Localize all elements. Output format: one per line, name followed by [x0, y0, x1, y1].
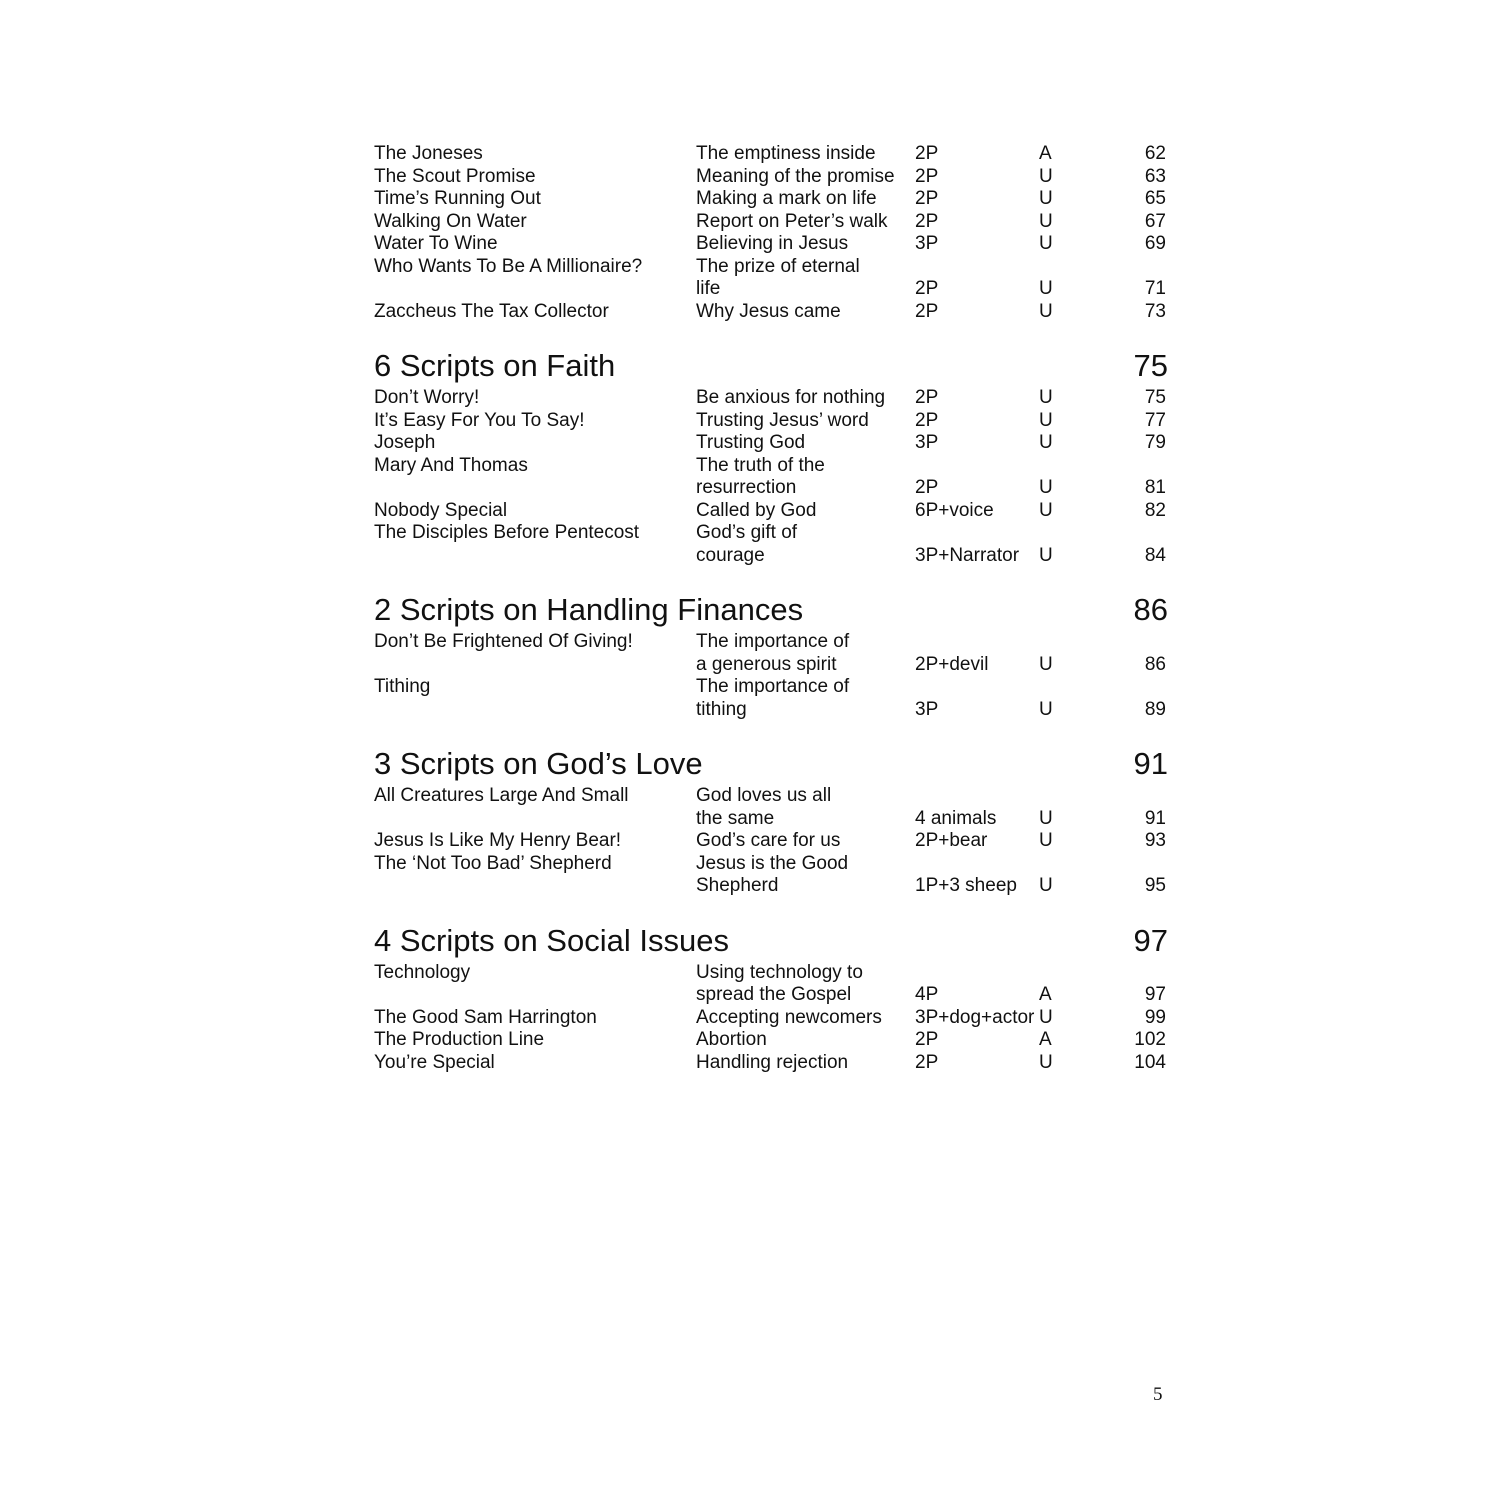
script-audience: A — [1039, 984, 1052, 1005]
script-title: Zaccheus The Tax Collector — [374, 300, 609, 322]
script-title: Don’t Be Frightened Of Giving! — [374, 631, 633, 652]
script-cast: 2P — [915, 278, 939, 299]
toc-entry — [374, 256, 1174, 301]
section-page-number: 86 — [1133, 592, 1168, 627]
script-theme-line: courage — [696, 544, 765, 566]
script-theme-line: God’s care for us — [696, 830, 841, 851]
script-title: The Production Line — [374, 1029, 545, 1050]
toc-entry — [374, 455, 1174, 500]
script-title: The Scout Promise — [374, 165, 536, 187]
script-theme-line: life — [696, 278, 721, 299]
toc-entry — [374, 676, 1174, 721]
script-audience: U — [1039, 477, 1053, 498]
script-cast: 4P — [915, 984, 939, 1005]
script-page-number: 89 — [1144, 698, 1166, 720]
script-cast: 2P+devil — [915, 653, 989, 675]
script-theme-line: a generous spirit — [696, 653, 837, 675]
script-audience: U — [1039, 233, 1053, 254]
script-cast: 3P — [915, 233, 939, 254]
script-theme — [696, 143, 876, 166]
script-cast: 2P — [915, 477, 939, 498]
script-theme — [696, 256, 860, 301]
script-theme — [696, 166, 895, 189]
section-title: 3 Scripts on God’s Love — [374, 746, 703, 781]
toc-entry — [374, 1052, 1174, 1075]
script-theme-line: The prize of eternal — [696, 255, 860, 277]
script-page-number: 69 — [1144, 233, 1166, 254]
script-title: Water To Wine — [374, 233, 498, 254]
script-theme — [696, 211, 888, 234]
toc-entry — [374, 631, 1174, 676]
page-number: 5 — [1153, 1384, 1163, 1405]
script-theme — [696, 1029, 767, 1052]
script-page-number: 77 — [1144, 409, 1166, 431]
toc-entry — [374, 500, 1174, 523]
script-theme-line: Called by God — [696, 499, 817, 521]
script-cast: 2P+bear — [915, 830, 988, 851]
script-theme — [696, 962, 863, 1007]
section-heading — [374, 345, 1174, 387]
script-page-number: 67 — [1144, 210, 1166, 232]
script-cast: 3P — [915, 698, 939, 720]
script-title: The Disciples Before Pentecost — [374, 522, 640, 543]
script-audience: U — [1039, 300, 1053, 322]
script-audience: U — [1039, 653, 1053, 675]
script-theme — [696, 785, 831, 830]
script-title: Technology — [374, 961, 471, 983]
toc-section — [374, 143, 1174, 323]
script-audience: A — [1039, 1029, 1052, 1050]
script-theme-line: Handling rejection — [696, 1051, 849, 1073]
toc-entry — [374, 211, 1174, 234]
toc-entry — [374, 432, 1174, 455]
script-page-number: 86 — [1144, 653, 1166, 675]
script-cast: 2P — [915, 1029, 939, 1050]
script-theme-line: Using technology to — [696, 961, 863, 983]
script-theme-line: Be anxious for nothing — [696, 387, 886, 408]
script-cast: 2P — [915, 387, 939, 408]
script-theme — [696, 432, 805, 455]
script-title: All Creatures Large And Small — [374, 785, 629, 806]
toc-entry — [374, 1007, 1174, 1030]
script-theme-line: Believing in Jesus — [696, 233, 849, 254]
toc-entry — [374, 1029, 1174, 1052]
toc-entry — [374, 387, 1174, 410]
section-page-number: 75 — [1133, 348, 1168, 383]
section-heading — [374, 920, 1174, 962]
toc-entry — [374, 188, 1174, 211]
script-title: Time’s Running Out — [374, 188, 541, 209]
script-theme-line: tithing — [696, 698, 747, 720]
script-page-number: 73 — [1144, 300, 1166, 322]
script-theme — [696, 853, 848, 898]
section-title: 6 Scripts on Faith — [374, 348, 616, 383]
script-theme-line: Trusting Jesus’ word — [696, 409, 869, 431]
toc-entry — [374, 962, 1174, 1007]
toc-section — [374, 898, 1174, 1075]
script-cast: 2P — [915, 1051, 939, 1073]
script-theme-line: The emptiness inside — [696, 143, 876, 164]
script-page-number: 95 — [1144, 875, 1166, 896]
script-audience: U — [1039, 1006, 1053, 1028]
script-theme-line: The importance of — [696, 631, 850, 652]
script-cast: 2P — [915, 143, 939, 164]
script-theme — [696, 631, 849, 676]
toc-section — [374, 721, 1174, 898]
script-theme-line: Making a mark on life — [696, 188, 877, 209]
script-cast: 2P — [915, 300, 939, 322]
script-theme — [696, 410, 869, 433]
script-audience: U — [1039, 875, 1053, 896]
toc-entry — [374, 166, 1174, 189]
script-theme — [696, 188, 877, 211]
script-theme-line: Shepherd — [696, 875, 779, 896]
script-title: You’re Special — [374, 1051, 495, 1073]
script-title: Tithing — [374, 676, 431, 697]
script-theme-line: Abortion — [696, 1029, 767, 1050]
script-title: Mary And Thomas — [374, 454, 528, 476]
script-cast: 4 animals — [915, 807, 997, 829]
script-theme — [696, 1007, 882, 1030]
script-page-number: 97 — [1144, 984, 1166, 1005]
script-audience: U — [1039, 698, 1053, 720]
script-audience: U — [1039, 544, 1053, 566]
script-theme-line: spread the Gospel — [696, 984, 852, 1005]
script-theme-line: The importance of — [696, 676, 850, 697]
script-audience: U — [1039, 387, 1053, 408]
script-page-number: 71 — [1144, 278, 1166, 299]
script-theme — [696, 830, 840, 853]
section-title: 4 Scripts on Social Issues — [374, 922, 729, 958]
section-page-number: 97 — [1133, 922, 1168, 958]
toc-entry — [374, 301, 1174, 324]
script-audience: U — [1039, 409, 1053, 431]
table-of-contents — [374, 143, 1174, 1074]
section-heading — [374, 743, 1174, 785]
script-cast: 3P+dog+actor — [915, 1006, 1035, 1028]
script-title: Nobody Special — [374, 499, 508, 521]
section-page-number: 91 — [1133, 746, 1168, 781]
script-audience: U — [1039, 830, 1053, 851]
script-title: Don’t Worry! — [374, 387, 480, 408]
section-spacer — [374, 567, 1174, 589]
script-audience: U — [1039, 278, 1053, 299]
script-audience: U — [1039, 188, 1053, 209]
script-page-number: 65 — [1144, 188, 1166, 209]
script-page-number: 63 — [1144, 165, 1166, 187]
script-page-number: 81 — [1144, 477, 1166, 498]
toc-entry — [374, 410, 1174, 433]
script-audience: U — [1039, 499, 1053, 521]
script-cast: 1P+3 sheep — [915, 875, 1017, 896]
script-theme — [696, 1052, 848, 1075]
script-page-number: 102 — [1134, 1029, 1166, 1050]
script-theme-line: resurrection — [696, 477, 797, 498]
script-cast: 2P — [915, 165, 939, 187]
toc-entry — [374, 233, 1174, 256]
script-title: Walking On Water — [374, 210, 527, 232]
script-theme — [696, 387, 885, 410]
script-theme — [696, 233, 848, 256]
section-spacer — [374, 898, 1174, 920]
script-theme — [696, 676, 849, 721]
script-audience: U — [1039, 210, 1053, 232]
script-title: Jesus Is Like My Henry Bear! — [374, 830, 622, 851]
script-title: It’s Easy For You To Say! — [374, 409, 585, 431]
script-page-number: 91 — [1144, 807, 1166, 829]
script-title: Who Wants To Be A Millionaire? — [374, 255, 643, 277]
toc-section — [374, 567, 1174, 721]
script-page-number: 62 — [1144, 143, 1166, 164]
script-theme-line: God’s gift of — [696, 522, 798, 543]
toc-entry — [374, 853, 1174, 898]
script-theme — [696, 500, 816, 523]
script-theme — [696, 301, 841, 324]
toc-section — [374, 323, 1174, 567]
script-title: Joseph — [374, 432, 436, 453]
script-audience: U — [1039, 165, 1053, 187]
section-title: 2 Scripts on Handling Finances — [374, 592, 804, 627]
script-title: The Good Sam Harrington — [374, 1006, 597, 1028]
script-audience: U — [1039, 807, 1053, 829]
script-theme-line: the same — [696, 807, 775, 829]
section-spacer — [374, 323, 1174, 345]
script-page-number: 75 — [1144, 387, 1166, 408]
script-theme — [696, 455, 825, 500]
script-page-number: 93 — [1144, 830, 1166, 851]
script-audience: A — [1039, 143, 1052, 164]
script-theme — [696, 522, 797, 567]
script-cast: 6P+voice — [915, 499, 994, 521]
script-audience: U — [1039, 1051, 1053, 1073]
script-theme-line: Why Jesus came — [696, 300, 841, 322]
script-page-number: 82 — [1144, 499, 1166, 521]
script-theme-line: Accepting newcomers — [696, 1006, 882, 1028]
script-theme-line: Trusting God — [696, 432, 806, 453]
script-cast: 2P — [915, 188, 939, 209]
script-title: The Joneses — [374, 143, 483, 164]
script-title: The ‘Not Too Bad’ Shepherd — [374, 852, 612, 874]
toc-entry — [374, 143, 1174, 166]
toc-entry — [374, 522, 1174, 567]
script-page-number: 84 — [1144, 544, 1166, 566]
toc-entry — [374, 785, 1174, 830]
script-theme-line: The truth of the — [696, 454, 825, 476]
toc-entry — [374, 830, 1174, 853]
script-theme-line: Meaning of the promise — [696, 165, 895, 187]
script-cast: 3P — [915, 432, 939, 453]
script-page-number: 79 — [1144, 432, 1166, 453]
script-audience: U — [1039, 432, 1053, 453]
script-cast: 2P — [915, 210, 939, 232]
script-cast: 2P — [915, 409, 939, 431]
section-heading — [374, 589, 1174, 631]
script-page-number: 99 — [1144, 1006, 1166, 1028]
script-theme-line: Report on Peter’s walk — [696, 210, 888, 232]
script-theme-line: God loves us all — [696, 785, 832, 806]
section-spacer — [374, 721, 1174, 743]
script-page-number: 104 — [1134, 1051, 1166, 1073]
script-cast: 3P+Narrator — [915, 544, 1020, 566]
script-theme-line: Jesus is the Good — [696, 852, 849, 874]
